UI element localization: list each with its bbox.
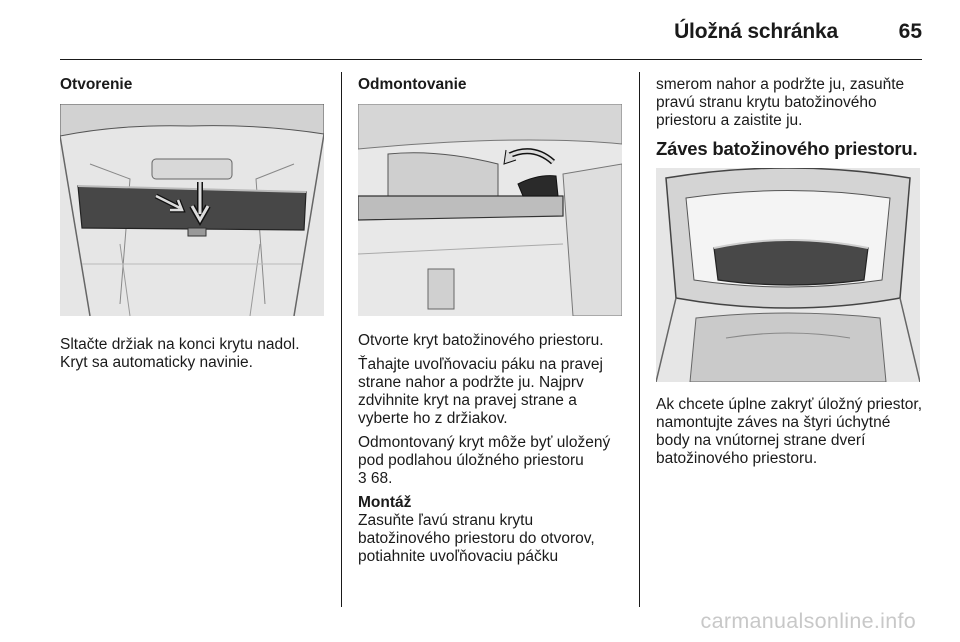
- opening-text: Sltačte držiak na konci krytu nadol. Kryt sa automaticky navinie.: [60, 336, 300, 371]
- section-heading-removal: Odmontovanie: [358, 76, 467, 93]
- figure-cover-opening: [60, 104, 324, 316]
- page-reference: 3 68.: [358, 470, 393, 487]
- section-heading-curtain: Záves batožinového priestoru.: [656, 138, 918, 159]
- trunk-illustration: [60, 104, 324, 316]
- mounting-text-continued: smerom nahor a podržte ju, zasuňte pravú stranu krytu batožinového priestoru a zaistite ju.: [656, 76, 905, 129]
- page-title: Úložná schránka: [674, 20, 838, 43]
- figure-cover-removal: [358, 104, 622, 316]
- column-curtain: [656, 76, 926, 468]
- tailgate-illustration: [656, 168, 920, 382]
- column-removal: [358, 76, 624, 566]
- page-number: 65: [898, 20, 922, 43]
- curtain-text: Ak chcete úplne zakryť úložný priestor, namontujte záves na štyri úchytné body na vnútornej strane dverí batožinového priestoru.: [656, 396, 922, 467]
- watermark-text: carmanualsonline.info: [700, 609, 916, 633]
- removal-text-3: Odmontovaný kryt môže byť uložený pod podlahou úložného priestoru 3 68.: [358, 434, 611, 487]
- mounting-text: Zasuňte ľavú stranu krytu batožinového priestoru do otvorov, potiahnite uvoľňovaciu páčku: [358, 512, 595, 565]
- column-divider: [341, 72, 342, 607]
- page-header: [60, 14, 922, 60]
- column-divider: [639, 72, 640, 607]
- removal-text-2: Ťahajte uvoľňovaciu páku na pravej strane nahor a podržte ju. Najprv zdvihnite kryt na pravej strane a vyberte ho z držiakov.: [358, 356, 603, 427]
- release-lever-illustration: [358, 104, 622, 316]
- removal-text-1: Otvorte kryt batožinového priestoru.: [358, 332, 604, 349]
- figure-curtain: [656, 168, 920, 382]
- section-heading-opening: Otvorenie: [60, 76, 133, 93]
- column-opening: [60, 76, 326, 372]
- section-heading-mounting: Montáž: [358, 494, 412, 511]
